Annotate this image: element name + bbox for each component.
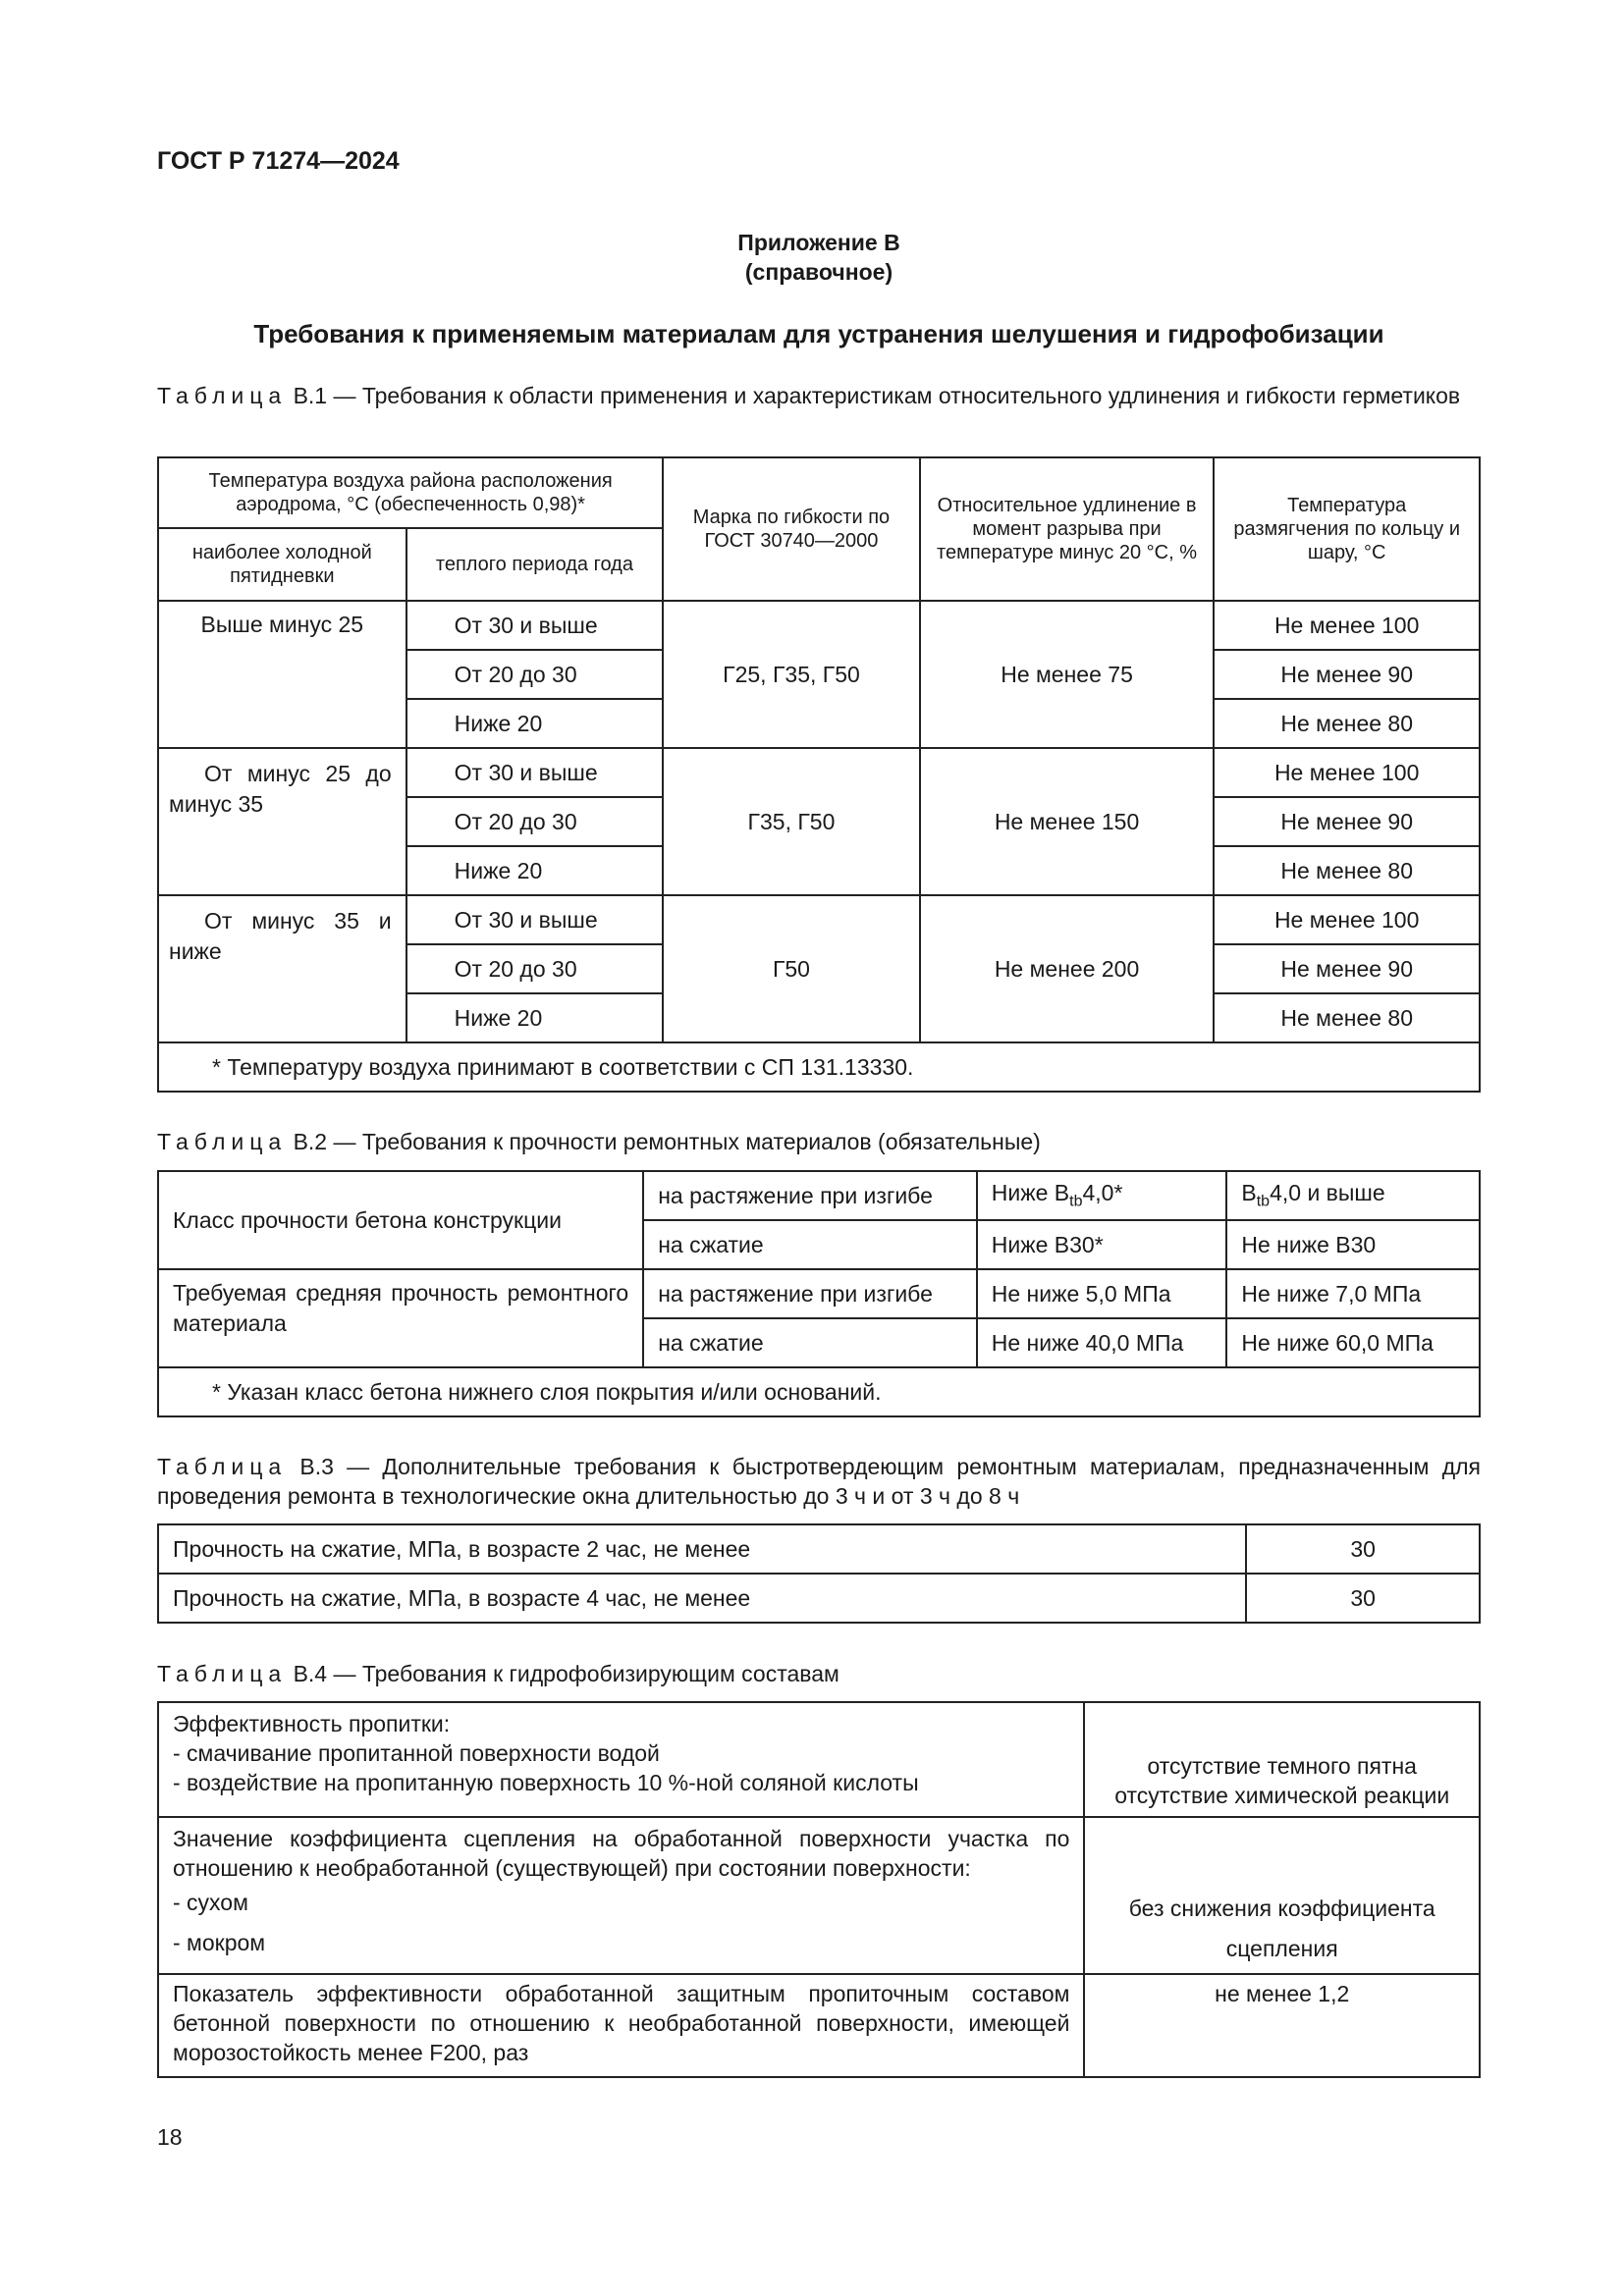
cell-flex: Г50 — [663, 895, 920, 1042]
cell-warm: Ниже 20 — [406, 846, 664, 895]
cell-warm: От 30 и выше — [406, 601, 664, 650]
cell-label: Показатель эффективности обработанной защитным пропиточным составом бетонной поверхности по отношению к необработанной поверхности, имеющей морозостойкость менее F200, раз — [158, 1974, 1084, 2077]
appendix-title: Приложение В — [737, 230, 900, 255]
caption-word: Таблица — [157, 1129, 288, 1154]
header-temp-group: Температура воздуха района расположения аэродрома, °С (обеспеченность 0,98)* — [158, 457, 663, 528]
table2-footnote: * Указан класс бетона нижнего слоя покрытия и/или оснований. — [158, 1367, 1480, 1416]
cell-value: 30 — [1246, 1524, 1480, 1574]
cell-bend: на растяжение при изгибе — [643, 1171, 977, 1220]
cell-soft: Не менее 90 — [1214, 944, 1480, 993]
value-text: 4,0* — [1082, 1180, 1123, 1206]
cell-elong: Не менее 150 — [920, 748, 1215, 895]
table1-header-row — [158, 457, 1480, 528]
header-soft: Температура размягчения по кольцу и шару, °С — [1214, 457, 1480, 601]
appendix-type: (справочное) — [744, 259, 893, 285]
cell-cold: От минус 35 и ниже — [158, 895, 406, 1042]
cell-label — [158, 1817, 1084, 1974]
cell-concrete-class: Класс прочности бетона конструкции — [158, 1171, 643, 1269]
value-text: Ниже B — [991, 1180, 1070, 1206]
cell-cold: Выше минус 25 — [158, 601, 406, 748]
table2-footnote-row — [158, 1367, 1480, 1416]
cell-value: Не ниже В30 — [1226, 1220, 1480, 1269]
cell-warm: От 20 до 30 — [406, 944, 664, 993]
value-line: без снижения коэффициента — [1128, 1896, 1435, 1921]
cell-value — [1084, 1817, 1480, 1974]
cell-soft: Не менее 80 — [1214, 699, 1480, 748]
cell-elong: Не менее 75 — [920, 601, 1215, 748]
cell-compress: на сжатие — [643, 1318, 977, 1367]
cell-value: Не ниже 60,0 МПа — [1226, 1318, 1480, 1367]
cell-soft: Не менее 90 — [1214, 650, 1480, 699]
main-title: Требования к применяемым материалам для устранения шелушения и гидрофобизации — [253, 319, 1384, 348]
cell-value — [977, 1171, 1227, 1220]
table1 — [157, 456, 1481, 1093]
table1-footnote-row — [158, 1042, 1480, 1092]
table-row — [158, 1702, 1480, 1817]
cell-warm: Ниже 20 — [406, 699, 664, 748]
table-row — [158, 1269, 1480, 1318]
table-row — [158, 748, 1480, 797]
value-subscript: tb — [1256, 1193, 1271, 1210]
table1-caption — [157, 381, 1481, 410]
table-row — [158, 1574, 1480, 1623]
table-row — [158, 1974, 1480, 2077]
cell-soft: Не менее 100 — [1214, 601, 1480, 650]
label-line: Значение коэффициента сцепления на обработанной поверхности участка по отношению к необработанной (существующей) при состоянии поверхности: — [173, 1826, 1070, 1881]
label-line: - мокром — [173, 1930, 266, 1955]
table3 — [157, 1523, 1481, 1624]
cell-compress: на сжатие — [643, 1220, 977, 1269]
cell-warm: От 20 до 30 — [406, 650, 664, 699]
cell-value — [1226, 1171, 1480, 1220]
cell-bend: на растяжение при изгибе — [643, 1269, 977, 1318]
label-line: Эффективность пропитки: — [173, 1711, 451, 1736]
value-text: B — [1241, 1180, 1257, 1206]
cell-warm: Ниже 20 — [406, 993, 664, 1042]
value-line: отсутствие химической реакции — [1114, 1783, 1450, 1808]
caption-word: Таблица — [157, 1454, 288, 1479]
table-row — [158, 601, 1480, 650]
caption-text: В.2 — Требования к прочности ремонтных материалов (обязательные) — [287, 1129, 1041, 1154]
cell-flex: Г25, Г35, Г50 — [663, 601, 920, 748]
cell-value: 30 — [1246, 1574, 1480, 1623]
cell-cold: От минус 25 до минус 35 — [158, 748, 406, 895]
table4-caption — [157, 1659, 1481, 1688]
cell-label: Прочность на сжатие, МПа, в возрасте 2 час, не менее — [158, 1524, 1246, 1574]
cell-soft: Не менее 80 — [1214, 846, 1480, 895]
caption-text: В.3 — Дополнительные требования к быстротвердеющим ремонтным материалам, предназначенным для проведения ремонта в технологические окна длительностью до 3 ч и от 3 ч до 8 ч — [157, 1454, 1481, 1509]
cell-warm: От 20 до 30 — [406, 797, 664, 846]
caption-text: В.4 — Требования к гидрофобизирующим составам — [287, 1661, 839, 1686]
cell-elong: Не менее 200 — [920, 895, 1215, 1042]
cell-soft: Не менее 100 — [1214, 748, 1480, 797]
value-subscript: tb — [1069, 1193, 1083, 1210]
label-line: - воздействие на пропитанную поверхность 10 %-ной соляной кислоты — [173, 1770, 919, 1795]
caption-word: Таблица — [157, 1661, 288, 1686]
page-number: 18 — [157, 2124, 183, 2150]
header-flex: Марка по гибкости по ГОСТ 30740—2000 — [663, 457, 920, 601]
header-coldest: наиболее холодной пятидневки — [158, 528, 406, 601]
table2-caption — [157, 1127, 1481, 1156]
caption-text: В.1 — Требования к области применения и характеристикам относительного удлинения и гибкости герметиков — [287, 383, 1461, 408]
value-line: отсутствие темного пятна — [1147, 1753, 1417, 1779]
table-row — [158, 1524, 1480, 1574]
doc-code: ГОСТ Р 71274—2024 — [157, 147, 400, 175]
cell-soft: Не менее 80 — [1214, 993, 1480, 1042]
header-elong: Относительное удлинение в момент разрыва при температуре минус 20 °С, % — [920, 457, 1215, 601]
cell-value: Не ниже 7,0 МПа — [1226, 1269, 1480, 1318]
cell-label: Прочность на сжатие, МПа, в возрасте 4 час, не менее — [158, 1574, 1246, 1623]
header-warm: теплого периода года — [406, 528, 664, 601]
cell-required-strength: Требуемая средняя прочность ремонтного материала — [158, 1269, 643, 1367]
cell-soft: Не менее 100 — [1214, 895, 1480, 944]
cell-warm: От 30 и выше — [406, 748, 664, 797]
label-line: - сухом — [173, 1890, 248, 1915]
cell-value: не менее 1,2 — [1084, 1974, 1480, 2077]
cell-warm: От 30 и выше — [406, 895, 664, 944]
table2 — [157, 1170, 1481, 1417]
caption-word: Таблица — [157, 383, 288, 408]
table4 — [157, 1701, 1481, 2078]
label-line: - смачивание пропитанной поверхности водой — [173, 1740, 660, 1766]
value-text: 4,0 и выше — [1270, 1180, 1385, 1206]
appendix-heading — [157, 228, 1481, 287]
cell-value — [1084, 1702, 1480, 1817]
table-row — [158, 1817, 1480, 1974]
value-line: сцепления — [1225, 1936, 1338, 1961]
cell-value: Не ниже 40,0 МПа — [977, 1318, 1227, 1367]
cell-label — [158, 1702, 1084, 1817]
cell-value: Ниже В30* — [977, 1220, 1227, 1269]
cell-soft: Не менее 90 — [1214, 797, 1480, 846]
table3-caption — [157, 1452, 1481, 1511]
table-row — [158, 1171, 1480, 1220]
cell-flex: Г35, Г50 — [663, 748, 920, 895]
table-row — [158, 895, 1480, 944]
cell-value: Не ниже 5,0 МПа — [977, 1269, 1227, 1318]
table1-footnote: * Температуру воздуха принимают в соответствии с СП 131.13330. — [158, 1042, 1480, 1092]
